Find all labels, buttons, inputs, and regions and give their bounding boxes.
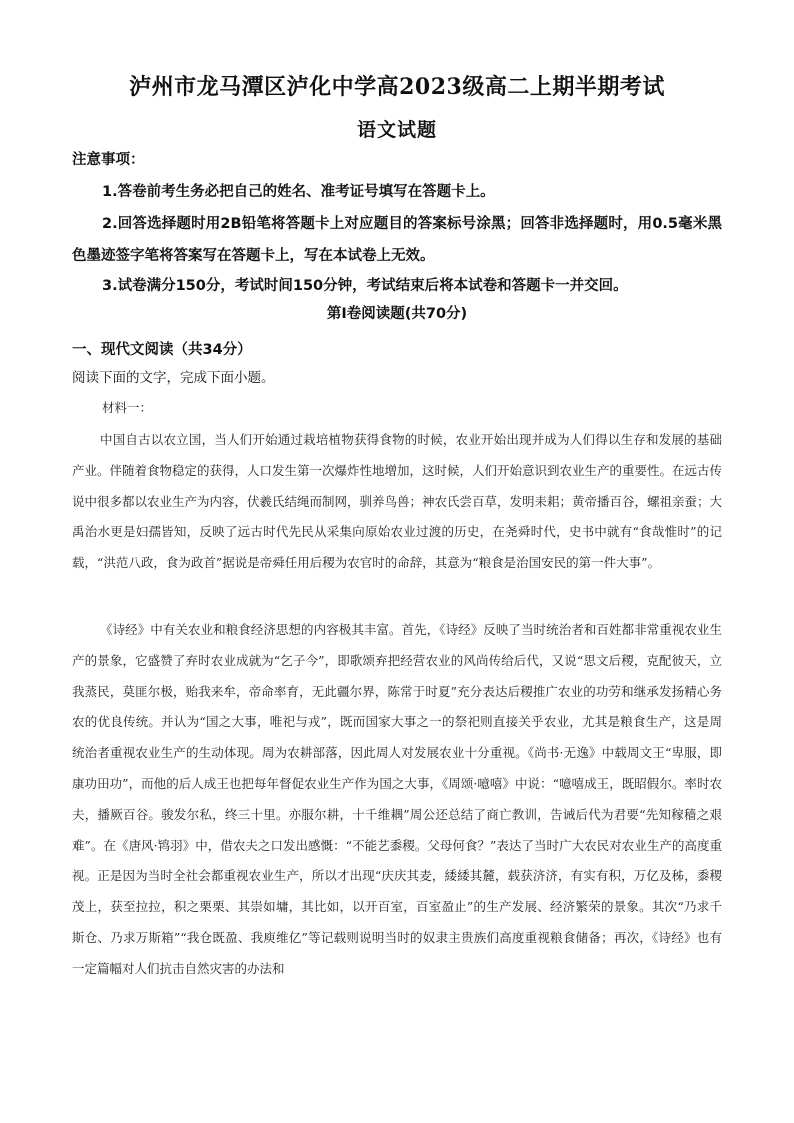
reading-instruction: 阅读下面的文字，完成下面小题。 (72, 370, 275, 386)
material-label: 材料一： (102, 400, 153, 415)
notice-item-1: 1.答卷前考生务必把自己的姓名、准考证号填写在答题卡上。 (102, 184, 495, 200)
notice-item-2: 2.回答选择题时用2B铅笔将答题卡上对应题目的答案标号涂黑；回答非选择题时，用0.5毫米黑色墨迹签字笔将答案写在答题卡上，写在本试卷上无效。 (72, 216, 722, 264)
material-paragraph-1: 中国自古以农立国，当人们开始通过栽培植物获得食物的时候，农业开始出现并成为人们得以生存和发展的基础产业。伴随着食物稳定的获得，人口发生第一次爆炸性地增加，这时候，人们开始意识到农业生产的重要性。在远古传说中很多都以农业生产为内容，伏羲氏结绳而制网，驯养鸟兽；神农氏尝百草，发明耒耜；黄帝播百谷，螺祖亲蚕；大禹治水更是妇孺皆知，反映了远古时代先民从采集向原始农业过渡的历史，在尧舜时代，史书中就有“食哉惟时”的记载，“洪范八政，食为政首”据说是帝舜任用后稷为农官时的命辞，其意为“粮食是治国安民的第一件大事”。 (72, 432, 723, 571)
part-title: 一、现代文阅读（共34分） (72, 342, 252, 358)
exam-title: 泸州市龙马潭区泸化中学高2023级高二上期半期考试 (129, 74, 665, 100)
notice-heading: 注意事项： (72, 152, 145, 168)
section-title: 第Ⅰ卷阅读题(共70分) (326, 306, 468, 322)
notice-item-3: 3.试卷满分150分，考试时间150分钟，考试结束后将本试卷和答题卡一并交回。 (102, 278, 628, 294)
material-paragraph-2: 《诗经》中有关农业和粮食经济思想的内容极其丰富。首先，《诗经》反映了当时统治者和百姓都非常重视农业生产的景象，它盛赞了弃时农业成就为“乞子今”，即歌颂弃把经营农业的风尚传给后代，又说“思文后稷，克配彼天，立我蒸民，莫匪尔极，贻我来牟，帝命率育，无此疆尔界，陈常于时夏”充分表达后稷推广农业的功劳和继承发扬精心务农的优良传统。并认为“国之大事，唯祀与戎”，既而国家大事之一的祭祀则直接关乎农业，尤其是粮食生产，这是周统治者重视农业生产的生动体现。周为农耕部落，因此周人对发展农业十分重视。《尚书·无逸》中载周文王“卑服，即康功田功”，而他的后人成王也把每年督促农业生产作为国之大事，《周颂·噫嘻》中说：“噫嘻成王，既昭假尔。率时农夫，播厥百谷。骏发尔私，终三十里。亦服尔耕，十千维耦”周公还总结了商亡教训，告诫后代为君要“先知稼穑之艰难”。在《唐风·鸨羽》中，借农夫之口发出感慨：“不能艺黍稷。父母何食？”表达了当时广大农民对农业生产的高度重视。正是因为当时全社会都重视农业生产，所以才出现“庆庆其麦，緌緌其麓，载获济济，有实有积，万亿及秭，黍稷茂上，获至拉拉，积之栗栗、其崇如墉，其比如，以开百室，百室盈止”的生产发展、经济繁荣的景象。其次“乃求千斯仓、乃求万斯箱”“我仓既盈、我庾维亿”等记载则说明当时的奴隶主贵族们高度重视粮食储备；再次，《诗经》也有一定篇幅对人们抗击自然灾害的办法和 (72, 622, 722, 976)
exam-subtitle: 语文试题 (356, 119, 437, 141)
